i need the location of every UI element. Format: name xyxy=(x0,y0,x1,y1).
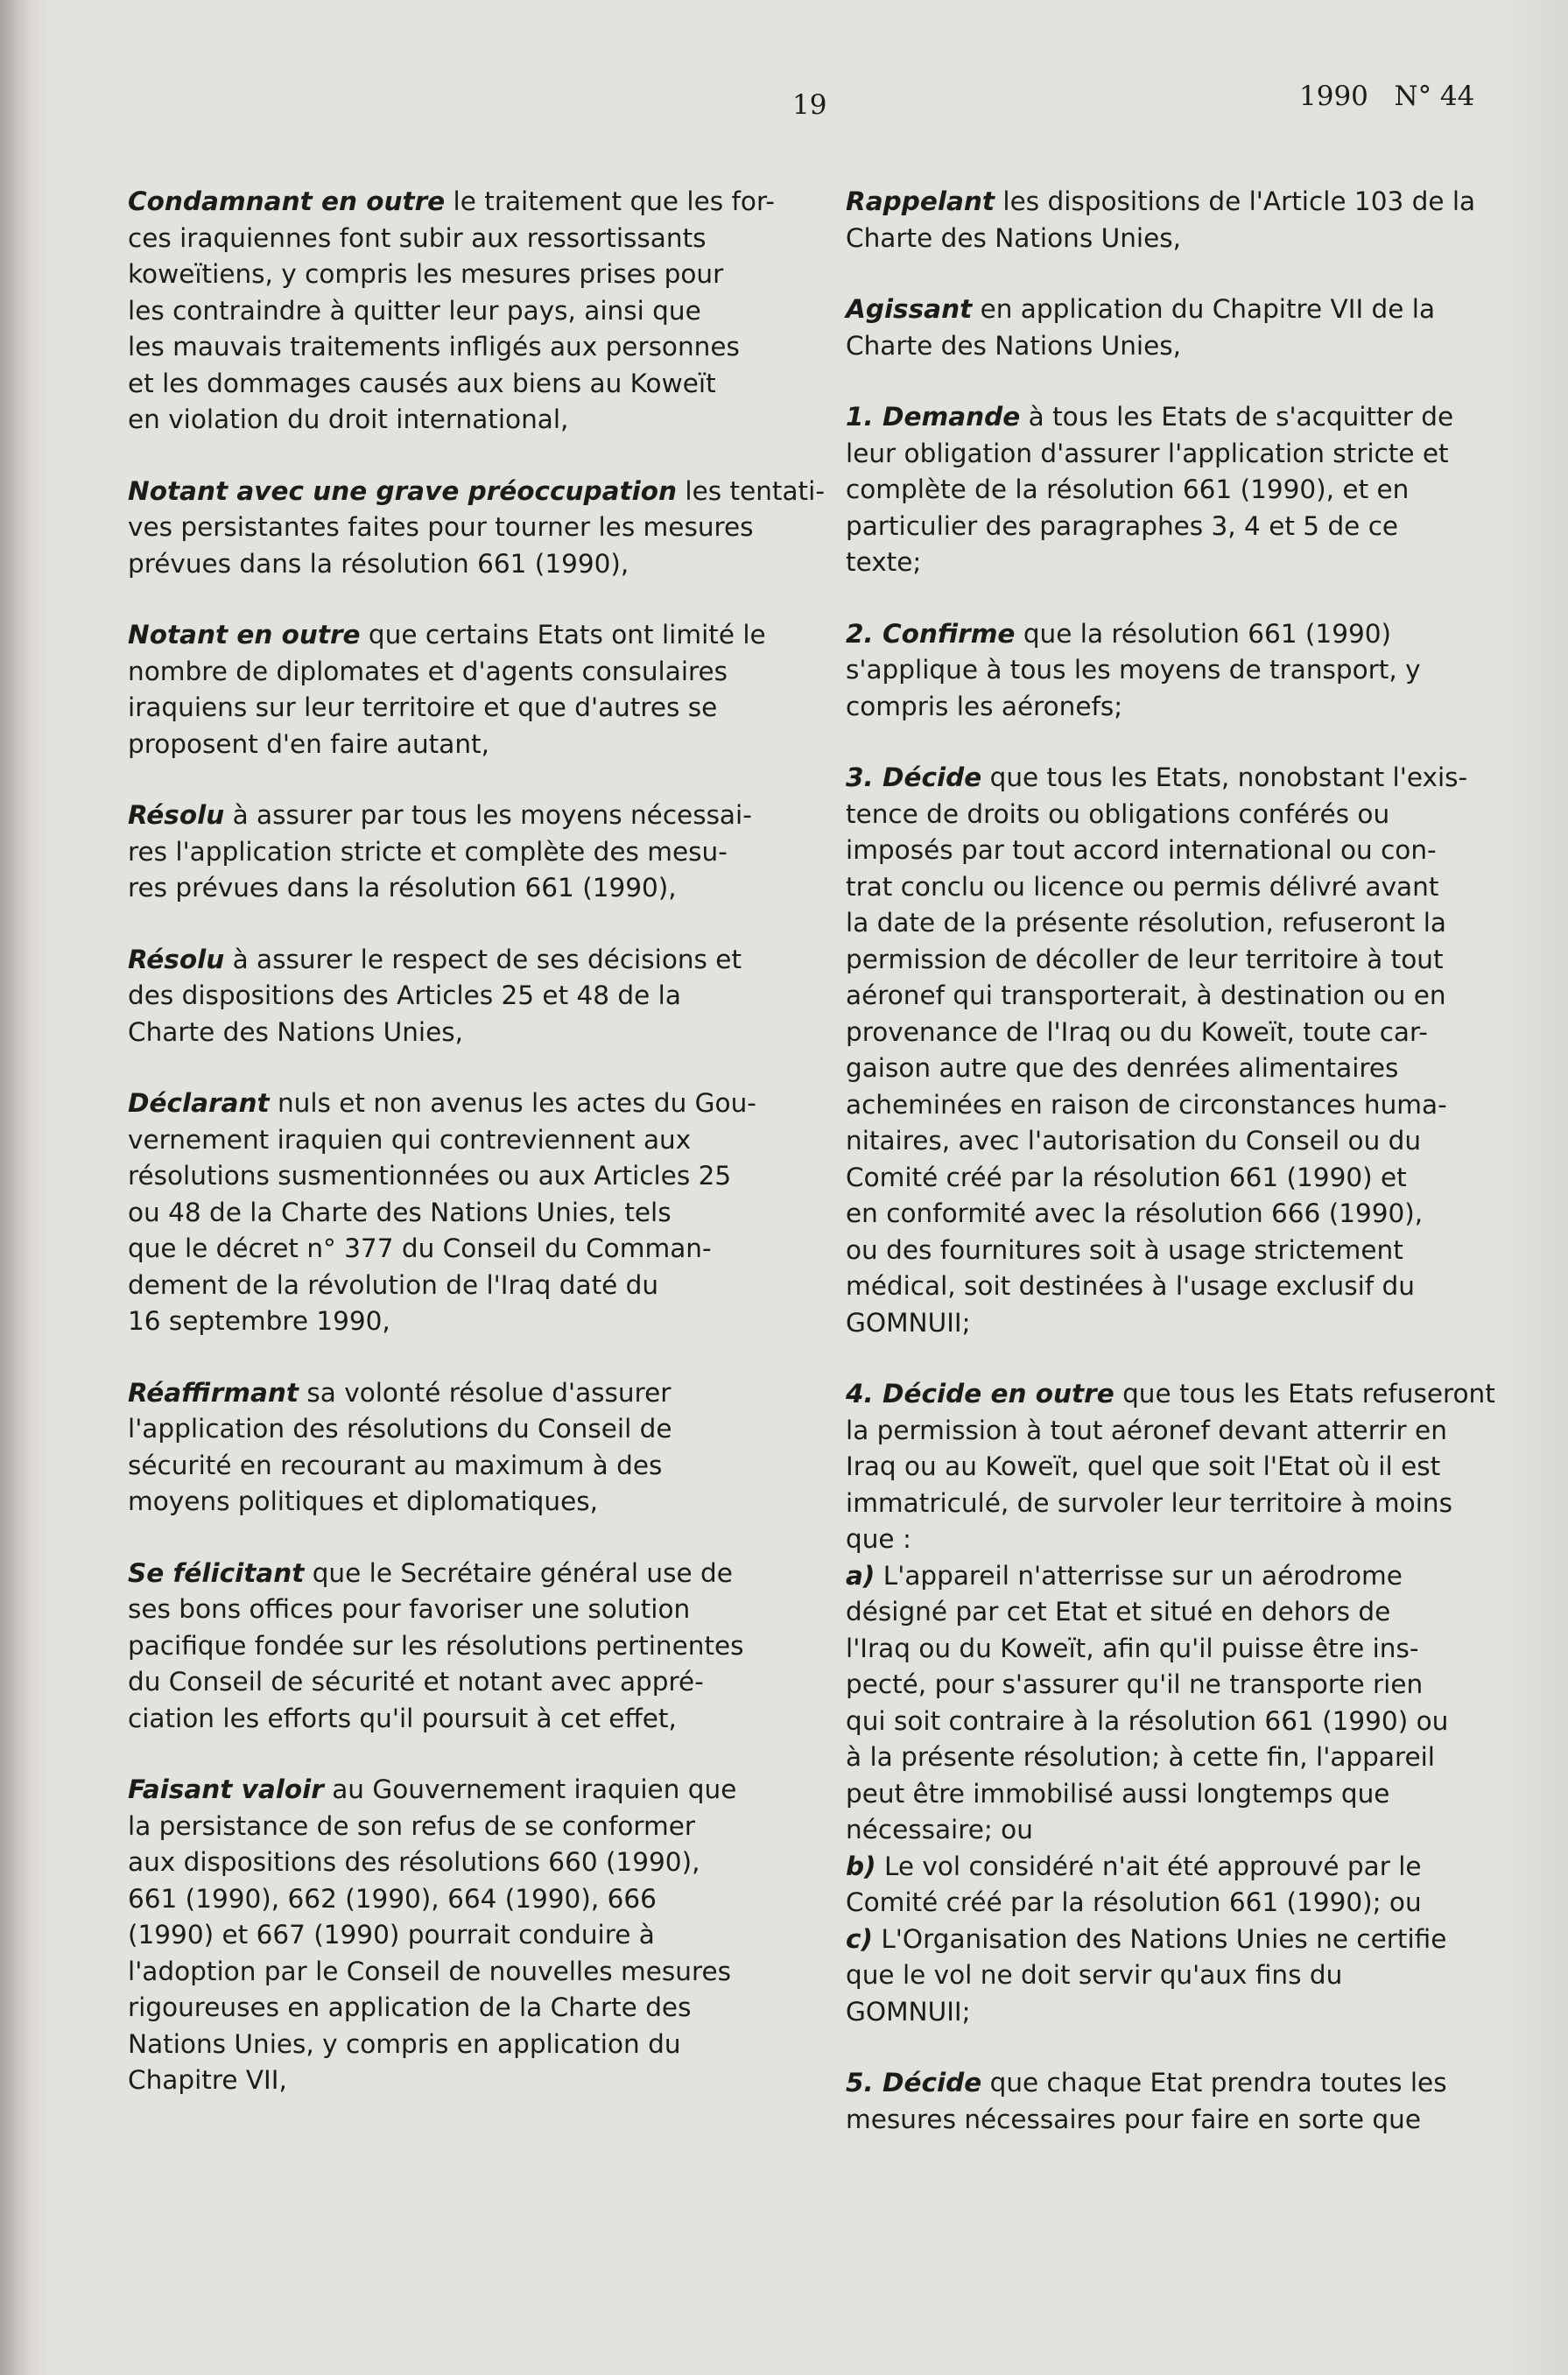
text-line xyxy=(846,1160,1463,1197)
text-line xyxy=(846,1050,1463,1087)
paragraph xyxy=(128,1086,776,1340)
paragraph-text: 16 septembre 1990, xyxy=(128,1306,390,1336)
paragraph-text: les dispositions de l'Article 103 de la xyxy=(995,186,1476,216)
paragraph xyxy=(128,474,825,583)
text-line xyxy=(128,1375,776,1412)
binding-edge-shadow xyxy=(0,0,30,2375)
paragraph-text: l'Iraq ou du Koweït, afin qu'il puisse être ins- xyxy=(846,1633,1419,1663)
text-line xyxy=(128,978,776,1015)
paragraph xyxy=(128,942,776,1051)
paragraph xyxy=(846,2065,1463,2138)
text-line xyxy=(846,1196,1463,1233)
text-line xyxy=(128,1195,776,1232)
sub-item xyxy=(846,1849,1463,1922)
paragraph-text: et les dommages causés aux biens au Koweït xyxy=(128,368,716,398)
text-line xyxy=(846,2065,1463,2102)
text-line xyxy=(846,616,1463,653)
text-line xyxy=(846,1849,1463,1886)
text-line xyxy=(128,690,776,727)
paragraph-text: à la présente résolution; à cette fin, l'appareil xyxy=(846,1742,1435,1772)
text-line xyxy=(846,760,1468,797)
text-line xyxy=(846,1922,1463,1958)
text-line xyxy=(128,834,776,871)
text-line xyxy=(128,329,776,366)
document-reference: 1990 N° 44 xyxy=(1299,81,1475,112)
paragraph-text: dement de la révolution de l'Iraq daté du xyxy=(128,1269,659,1300)
text-line xyxy=(846,1521,1463,1558)
text-line xyxy=(128,1231,776,1268)
text-line xyxy=(846,1957,1463,1994)
paragraph xyxy=(128,184,776,439)
paragraph-text: koweïtiens, y compris les mesures prises pour xyxy=(128,259,724,289)
text-line xyxy=(128,1917,776,1954)
text-line xyxy=(128,942,776,979)
text-line xyxy=(846,869,1463,906)
paragraph-text: que : xyxy=(846,1524,911,1554)
paragraph-lead: Condamnant en outre xyxy=(128,186,446,216)
paragraph-text: leur obligation d'assurer l'application stricte et xyxy=(846,438,1449,468)
text-line xyxy=(846,1486,1463,1522)
paragraph-text: en application du Chapitre VII de la xyxy=(972,294,1436,324)
paragraph-text: des dispositions des Articles 25 et 48 de la xyxy=(128,980,681,1010)
paragraph xyxy=(846,616,1463,726)
paragraph-lead: Se félicitant xyxy=(128,1557,305,1588)
paragraph-lead: Résolu xyxy=(128,944,225,974)
text-line xyxy=(846,1413,1463,1450)
text-line xyxy=(846,1087,1463,1124)
text-line xyxy=(128,2062,776,2099)
text-line xyxy=(128,654,776,691)
paragraph-text: immatriculé, de survoler leur territoire à moins xyxy=(846,1487,1452,1518)
sub-item xyxy=(846,1558,1463,1849)
text-line xyxy=(128,1484,776,1521)
paragraph-text: Comité créé par la résolution 661 (1990) et xyxy=(846,1162,1407,1192)
paragraph-text: sécurité en recourant au maximum à des xyxy=(128,1450,663,1480)
text-line xyxy=(128,1015,776,1051)
text-line xyxy=(128,1772,776,1809)
paragraph-text: vernement iraquien qui contreviennent aux xyxy=(128,1124,692,1155)
paragraph-text: en violation du droit international, xyxy=(128,404,569,434)
text-line xyxy=(846,2102,1463,2139)
paragraph-text: les tentati- xyxy=(677,475,825,506)
paragraph-text: les contraindre à quitter leur pays, ainsi que xyxy=(128,295,701,326)
paragraph-lead: Déclarant xyxy=(128,1088,270,1118)
text-line xyxy=(128,1701,776,1738)
paragraph-lead: 5. Décide xyxy=(846,2068,982,2097)
paragraph-text: res prévues dans la résolution 661 (1990), xyxy=(128,873,677,903)
paragraph-text: L'appareil n'atterrisse sur un aérodrome xyxy=(875,1560,1403,1591)
paragraph-text: ces iraquiennes font subir aux ressortissants xyxy=(128,222,707,253)
paragraph-lead: 2. Confirme xyxy=(846,618,1016,649)
text-line xyxy=(128,509,776,546)
text-line xyxy=(128,1954,776,1991)
paragraph-text: la permission à tout aéronef devant atterrir en xyxy=(846,1415,1447,1445)
text-line xyxy=(846,436,1463,473)
text-line xyxy=(128,474,825,510)
paragraph xyxy=(846,760,1468,1341)
text-line xyxy=(128,1448,776,1485)
text-line xyxy=(846,1449,1463,1486)
paragraph-text: désigné par cet Etat et situé en dehors de xyxy=(846,1597,1391,1627)
paragraph xyxy=(846,292,1463,364)
paragraph-text: à tous les Etats de s'acquitter de xyxy=(1020,402,1454,432)
paragraph-text: qui soit contraire à la résolution 661 (1990) ou xyxy=(846,1705,1449,1736)
paragraph-text: mesures nécessaires pour faire en sorte que xyxy=(846,2104,1422,2134)
paragraph-text: res l'application stricte et complète des mesu- xyxy=(128,836,728,867)
paragraph-text: iraquiens sur leur territoire et que d'autres se xyxy=(128,692,718,722)
paragraph xyxy=(128,617,776,762)
text-line xyxy=(128,1086,776,1122)
paragraph-lead: Agissant xyxy=(846,294,973,324)
text-line xyxy=(846,1704,1463,1740)
paragraph-text: nuls et non avenus les actes du Gou- xyxy=(269,1088,756,1118)
paragraph-text: au Gouvernement iraquien que xyxy=(323,1774,737,1804)
paragraph-text: que certains Etats ont limité le xyxy=(360,620,766,650)
paragraph-text: ou 48 de la Charte des Nations Unies, tels xyxy=(128,1197,671,1227)
sub-item xyxy=(846,1922,1463,2031)
paragraph-text: trat conclu ou licence ou permis délivré avant xyxy=(846,871,1439,902)
paragraph-text: en conformité avec la résolution 666 (1990), xyxy=(846,1198,1424,1228)
text-line xyxy=(128,256,776,293)
paragraph-text: texte; xyxy=(846,547,922,577)
text-line xyxy=(128,1303,776,1340)
paragraph-text: proposent d'en faire autant, xyxy=(128,728,489,759)
paragraph-lead: Faisant valoir xyxy=(128,1774,324,1804)
text-line xyxy=(846,1739,1463,1776)
right-column xyxy=(846,184,1495,2173)
text-line xyxy=(128,366,776,403)
text-line xyxy=(846,1885,1463,1922)
paragraph-text: (1990) et 667 (1990) pourrait conduire à xyxy=(128,1920,655,1950)
text-line xyxy=(128,2027,776,2063)
paragraph-text: imposés par tout accord international ou con- xyxy=(846,835,1437,865)
text-line xyxy=(846,1776,1463,1813)
paragraph-text: rigoureuses en application de la Charte des xyxy=(128,1992,692,2022)
paragraph-lead: Résolu xyxy=(128,800,225,830)
text-line xyxy=(846,328,1463,365)
text-line xyxy=(846,399,1463,436)
paragraph-text: que tous les Etats, nonobstant l'exis- xyxy=(981,762,1468,792)
paragraph-text: GOMNUII; xyxy=(846,1307,971,1338)
paragraph-lead: 3. Décide xyxy=(846,762,982,792)
text-line xyxy=(128,1411,776,1448)
paragraph-text: acheminées en raison de circonstances huma- xyxy=(846,1089,1447,1120)
paragraph xyxy=(846,1376,1495,2030)
paragraph-text: permission de décoller de leur territoire à tout xyxy=(846,944,1444,974)
text-line xyxy=(128,1844,776,1881)
text-line xyxy=(846,1594,1463,1631)
paragraph-text: provenance de l'Iraq ou du Koweït, toute car- xyxy=(846,1016,1428,1047)
paragraph xyxy=(128,1556,776,1738)
paragraph-text: le traitement que les for- xyxy=(445,186,775,216)
paragraph-text: nécessaire; ou xyxy=(846,1815,1033,1844)
text-line xyxy=(846,1558,1463,1595)
text-line xyxy=(128,1881,776,1918)
text-line xyxy=(846,1994,1463,2031)
paragraph-lead: 4. Décide en outre xyxy=(846,1379,1114,1409)
text-line xyxy=(846,1376,1495,1413)
paragraph-lead: Notant avec une grave préoccupation xyxy=(128,475,678,506)
text-line xyxy=(846,509,1463,545)
paragraph-text: que la résolution 661 (1990) xyxy=(1015,618,1392,649)
text-line xyxy=(846,942,1463,979)
paragraph-lead: b) xyxy=(846,1851,876,1881)
paragraph-text: que le vol ne doit servir qu'aux fins du xyxy=(846,1960,1343,1990)
paragraph-text: la date de la présente résolution, refuseront la xyxy=(846,908,1446,938)
paragraph-text: médical, soit destinées à l'usage exclusif du xyxy=(846,1271,1415,1301)
paragraph-text: Charte des Nations Unies, xyxy=(846,330,1181,361)
text-line xyxy=(128,293,776,330)
text-line xyxy=(128,1990,776,2027)
text-line xyxy=(128,402,776,439)
paragraph-text: gaison autre que des denrées alimentaires xyxy=(846,1053,1399,1083)
paragraph-text: moyens politiques et diplomatiques, xyxy=(128,1486,598,1516)
paragraph xyxy=(128,1375,776,1521)
text-line xyxy=(846,905,1463,942)
paragraph-text: particulier des paragraphes 3, 4 et 5 de ce xyxy=(846,510,1399,541)
paragraph-text: peut être immobilisé aussi longtemps que xyxy=(846,1778,1390,1809)
text-line xyxy=(846,292,1463,328)
text-line xyxy=(128,221,776,257)
paragraph-text: l'application des résolutions du Conseil de xyxy=(128,1414,672,1444)
text-line xyxy=(846,1667,1463,1704)
paragraph-lead: 1. Demande xyxy=(846,402,1021,432)
text-line xyxy=(128,1268,776,1304)
paragraph-lead: Réaffirmant xyxy=(128,1377,299,1408)
paragraph-text: pacifique fondée sur les résolutions pertinentes xyxy=(128,1630,744,1661)
text-line xyxy=(128,617,776,654)
paragraph-text: résolutions susmentionnées ou aux Articles 25 xyxy=(128,1161,732,1191)
paragraph-text: pecté, pour s'assurer qu'il ne transporte rien xyxy=(846,1669,1424,1699)
text-line xyxy=(846,978,1463,1015)
text-line xyxy=(846,545,1463,581)
paragraph-lead: Rappelant xyxy=(846,186,995,216)
text-line xyxy=(846,184,1476,221)
text-line xyxy=(128,1809,776,1845)
paragraph-text: Iraq ou au Koweït, quel que soit l'Etat où il est xyxy=(846,1451,1441,1481)
page-header xyxy=(0,81,1568,133)
text-line xyxy=(128,1122,776,1159)
paragraph-text: s'applique à tous les moyens de transport, y xyxy=(846,655,1421,685)
paragraph-text: aéronef qui transporterait, à destination ou en xyxy=(846,980,1446,1010)
paragraph-text: que le Secrétaire général use de xyxy=(304,1557,733,1588)
paragraph-text: la persistance de son refus de se conformer xyxy=(128,1810,696,1841)
text-line xyxy=(846,1233,1463,1269)
paragraph-text: ves persistantes faites pour tourner les mesures xyxy=(128,512,754,542)
text-line xyxy=(128,1556,776,1592)
paragraph-text: ou des fournitures soit à usage strictement xyxy=(846,1234,1403,1265)
text-line xyxy=(128,184,776,221)
paragraph-text: l'adoption par le Conseil de nouvelles mesures xyxy=(128,1956,731,1986)
paragraph-text: L'Organisation des Nations Unies ne certifie xyxy=(872,1923,1447,1954)
paragraph xyxy=(128,798,776,907)
paragraph-text: nitaires, avec l'autorisation du Conseil ou du xyxy=(846,1126,1422,1156)
paragraph-text: sa volonté résolue d'assurer xyxy=(299,1377,671,1408)
paragraph-text: que le décret n° 377 du Conseil du Comman- xyxy=(128,1233,712,1263)
paragraph-text: à assurer le respect de ses décisions et xyxy=(224,944,742,974)
paragraph-text: que chaque Etat prendra toutes les xyxy=(981,2068,1447,2097)
page-number: 19 xyxy=(792,89,827,121)
text-line xyxy=(846,1305,1463,1342)
text-line xyxy=(128,870,776,907)
text-line xyxy=(846,797,1463,833)
paragraph-text: Chapitre VII, xyxy=(128,2065,287,2095)
text-line xyxy=(846,1015,1463,1051)
paragraph-text: 661 (1990), 662 (1990), 664 (1990), 666 xyxy=(128,1883,657,1914)
left-column xyxy=(128,184,825,2134)
paragraph-text: tence de droits ou obligations conférés ou xyxy=(846,798,1390,829)
text-line xyxy=(128,727,776,763)
text-line xyxy=(128,546,776,583)
text-line xyxy=(128,798,776,834)
paragraph-text: Nations Unies, y compris en application du xyxy=(128,2028,681,2059)
text-line xyxy=(846,1268,1463,1305)
paragraph-text: Comité créé par la résolution 661 (1990); ou xyxy=(846,1887,1422,1917)
text-line xyxy=(128,1664,776,1701)
paragraph-text: prévues dans la résolution 661 (1990), xyxy=(128,548,629,579)
paragraph-text: Charte des Nations Unies, xyxy=(128,1016,463,1047)
paragraph-text: Le vol considéré n'ait été approuvé par le xyxy=(875,1851,1422,1881)
paragraph-text: ciation les efforts qu'il poursuit à cet effet, xyxy=(128,1703,677,1733)
paragraph-lead: a) xyxy=(846,1560,875,1591)
paragraph-text: les mauvais traitements infligés aux personnes xyxy=(128,332,740,362)
text-line xyxy=(128,1628,776,1665)
text-line xyxy=(846,652,1463,689)
paragraph-text: ses bons offices pour favoriser une solution xyxy=(128,1594,691,1624)
paragraph-text: du Conseil de sécurité et notant avec appré- xyxy=(128,1667,704,1697)
text-line xyxy=(846,833,1463,869)
paragraph-text: que tous les Etats refuseront xyxy=(1114,1379,1495,1409)
text-line xyxy=(128,1592,776,1628)
text-line xyxy=(846,472,1463,509)
paragraph xyxy=(128,1772,776,2099)
text-line xyxy=(846,1631,1463,1668)
paragraph-text: à assurer par tous les moyens nécessai- xyxy=(224,800,752,830)
paragraph-lead: Notant en outre xyxy=(128,620,361,650)
paragraph-text: aux dispositions des résolutions 660 (1990), xyxy=(128,1847,700,1877)
paragraph xyxy=(846,399,1463,581)
text-line xyxy=(846,221,1463,257)
text-line xyxy=(128,1158,776,1195)
paragraph-lead: c) xyxy=(846,1923,873,1954)
paragraph-text: complète de la résolution 661 (1990), et en xyxy=(846,474,1410,504)
text-line xyxy=(846,689,1463,726)
text-line xyxy=(846,1123,1463,1160)
text-line xyxy=(846,1812,1463,1849)
paragraph-text: Charte des Nations Unies, xyxy=(846,222,1181,253)
paragraph-text: GOMNUII; xyxy=(846,1996,971,2027)
paragraph-text: nombre de diplomates et d'agents consulaires xyxy=(128,656,728,686)
paragraph-text: compris les aéronefs; xyxy=(846,691,1123,721)
paragraph xyxy=(846,184,1476,256)
